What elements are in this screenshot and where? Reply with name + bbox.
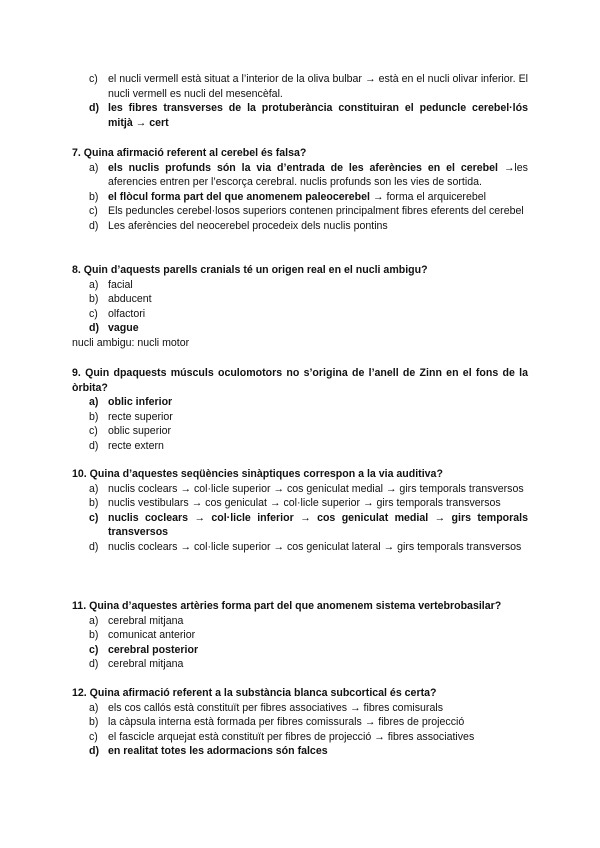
option-letter: d): [89, 658, 99, 671]
option-letter: c): [89, 73, 98, 85]
option-letter: a): [89, 701, 99, 714]
option-d: [89, 101, 528, 130]
option-letter: b): [89, 716, 99, 729]
option-text: comunicat anterior: [108, 629, 196, 642]
option-c: [89, 72, 528, 101]
option-d: [89, 744, 528, 759]
option-b: [89, 410, 528, 425]
option-c: [89, 643, 528, 658]
option-a: [89, 161, 528, 190]
option-text: el fascicle arquejat està constituït per fibres de projecció → fibres associatives: [108, 730, 475, 743]
option-text: recte extern: [108, 439, 164, 452]
option-d: [89, 321, 528, 336]
option-text: nuclis coclears → col·licle superior → cos geniculat lateral → girs temporals transversos: [108, 540, 522, 553]
option-d: [89, 439, 528, 454]
question-title: 12. Quina afirmació referent a la substància blanca subcortical és certa?: [72, 687, 437, 699]
option-text: recte superior: [108, 410, 173, 423]
option-letter: b): [89, 629, 99, 642]
option-letter: d): [89, 219, 99, 232]
option-letter: c): [89, 425, 98, 438]
option-letter: b): [89, 497, 99, 510]
question-8: [72, 263, 528, 351]
option-text: cerebral mitjana: [108, 658, 184, 671]
option-text: oblic inferior: [108, 396, 173, 409]
option-text: Els peduncles cerebel·losos superiors contenen principalment fibres eferents del cerebel: [108, 205, 524, 218]
option-letter: a): [89, 396, 99, 409]
question-title: 10. Quina d’aquestes seqüències sinàptiques correspon a la via auditiva?: [72, 468, 443, 480]
option-letter: b): [89, 190, 99, 203]
option-text: facial: [108, 278, 133, 291]
option-letter: c): [89, 643, 99, 656]
option-a: [89, 482, 528, 497]
option-text: els cos callós està constituït per fibres associatives → fibres comisurals: [108, 701, 444, 714]
option-text: nuclis coclears → col·licle superior → cos geniculat medial → girs temporals transversos: [108, 482, 524, 495]
option-text: cerebral mitjana: [108, 614, 184, 627]
option-c: [89, 424, 528, 439]
option-letter: b): [89, 410, 99, 423]
option-b: [89, 715, 528, 730]
answer-note: nucli ambigu: nucli motor: [72, 336, 190, 349]
option-d: [89, 219, 528, 234]
question-10: [72, 467, 528, 555]
option-c: [89, 511, 528, 540]
option-text: nuclis coclears → col·licle inferior → cos geniculat medial → girs temporals transversos: [108, 511, 528, 539]
option-text: vague: [108, 322, 139, 335]
option-text: abducent: [108, 293, 152, 306]
question-title: 7. Quina afirmació referent al cerebel és falsa?: [72, 147, 307, 159]
option-letter: a): [89, 482, 99, 495]
option-a: [89, 614, 528, 629]
option-bold-part: els nuclis profunds són la via d’entrada de les aferències en el cerebel: [108, 161, 498, 174]
option-bold-part: el flòcul forma part del que anomenem paleocerebel: [108, 190, 370, 203]
option-text: les fibres transverses de la protuberància constituiran el peduncle cerebel·lós mitjà → cert: [108, 102, 528, 129]
option-a: [89, 701, 528, 716]
option-text: cerebral posterior: [108, 643, 199, 656]
option-text: [108, 161, 528, 190]
option-letter: d): [89, 322, 99, 335]
option-b: [89, 292, 528, 307]
option-letter: c): [89, 730, 98, 743]
question-7: [72, 146, 528, 234]
option-letter: c): [89, 511, 99, 524]
option-letter: c): [89, 205, 98, 218]
option-d: [89, 657, 528, 672]
question-6-continuation: [72, 72, 528, 130]
option-letter: d): [89, 102, 99, 115]
option-letter: a): [89, 161, 99, 174]
option-letter: d): [89, 745, 99, 758]
option-comment: →les aferencies entren per l’escorça cerebral. nuclis profunds son les vies de sortida.: [108, 161, 528, 189]
question-12: [72, 686, 528, 759]
question-11: [72, 599, 528, 672]
option-letter: c): [89, 307, 98, 320]
option-comment: → forma el arquicerebel: [369, 190, 486, 203]
option-text: el nucli vermell està situat a l’interior de la oliva bulbar → està en el nucli olivar inferior. El nucli vermell es nucli del mesencèfal.: [108, 73, 528, 100]
option-text: olfactori: [108, 307, 146, 320]
option-text: la càpsula interna està formada per fibres comissurals → fibres de projecció: [108, 716, 465, 729]
option-b: [89, 628, 528, 643]
option-letter: d): [89, 540, 99, 553]
option-text: en realitat totes les adormacions són falces: [108, 745, 328, 758]
option-b: [89, 190, 528, 205]
option-text: oblic superior: [108, 425, 172, 438]
option-text: nuclis vestibulars → cos geniculat → col·licle superior → girs temporals transversos: [108, 497, 501, 510]
option-d: [89, 540, 528, 555]
option-letter: d): [89, 439, 99, 452]
option-c: [89, 204, 528, 219]
question-title: 11. Quina d’aquestes artèries forma part del que anomenem sistema vertebrobasilar?: [72, 600, 502, 612]
option-letter: b): [89, 293, 99, 306]
option-c: [89, 730, 528, 745]
option-b: [89, 496, 528, 511]
option-a: [89, 395, 528, 410]
question-9: [72, 366, 528, 454]
option-letter: a): [89, 614, 99, 627]
question-title: 8. Quin d’aquests parells cranials té un origen real en el nucli ambigu?: [72, 264, 428, 276]
option-a: [89, 278, 528, 293]
question-title: 9. Quin dpaquests músculs oculomotors no s’origina de l’anell de Zinn en el fons de la òrbita?: [72, 367, 528, 394]
option-c: [89, 307, 528, 322]
option-text: Les aferències del neocerebel procedeix dels nuclis pontins: [108, 219, 388, 232]
option-letter: a): [89, 278, 99, 291]
option-text: [108, 190, 528, 205]
